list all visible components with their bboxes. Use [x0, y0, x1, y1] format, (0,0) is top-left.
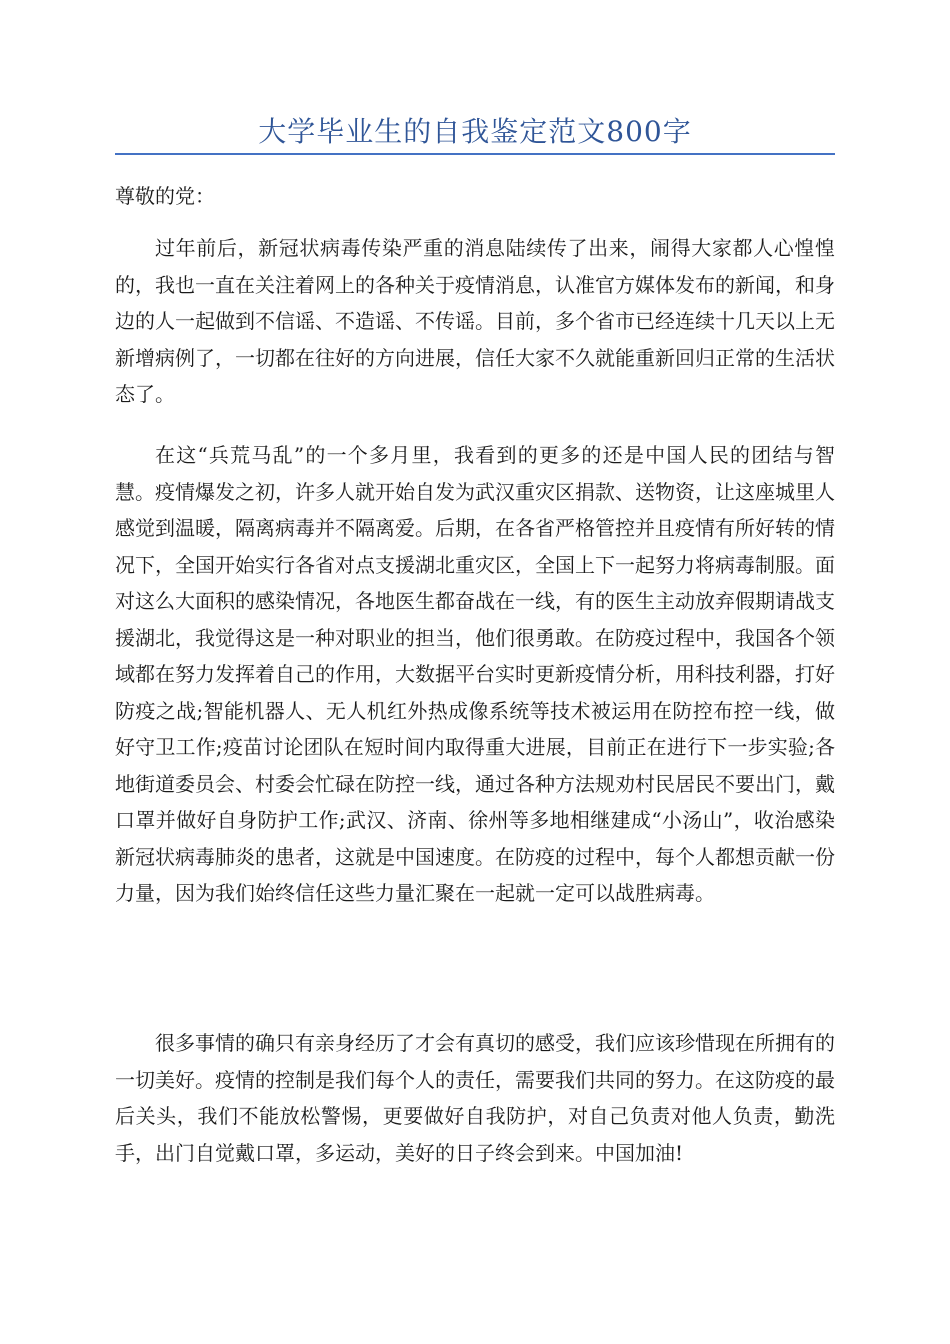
body-paragraph-1: 过年前后，新冠状病毒传染严重的消息陆续传了出来，闹得大家都人心惶惶的，我也一直在关注着网上的各种关于疫情消息，认准官方媒体发布的新闻，和身边的人一起做到不信谣、不造谣、不传谣。目前，多个省市已经连续十几天以上无新增病例了，一切都在往好的方向进展，信任大家不久就能重新回归正常的生活状态了。: [115, 236, 835, 406]
body-paragraph-2: 在这“兵荒马乱”的一个多月里，我看到的更多的还是中国人民的团结与智慧。疫情爆发之初，许多人就开始自发为武汉重灾区捐款、送物资，让这座城里人感觉到温暖，隔离病毒并不隔离爱。后期，在各省严格管控并且疫情有所好转的情况下，全国开始实行各省对点支援湖北重灾区，全国上下一起努力将病毒制服。面对这么大面积的感染情况，各地医生都奋战在一线，有的医生主动放弃假期请战支援湖北，我觉得这是一种对职业的担当，他们很勇敢。在防疫过程中，我国各个领域都在努力发挥着自己的作用，大数据平台实时更新疫情分析，用科技利器，打好防疫之战;智能机器人、无人机红外热成像系统等技术被运用在防控布控一线，做好守卫工作;疫苗讨论团队在短时间内取得重大进展，目前正在进行下一步实验;各地街道委员会、村委会忙碌在防控一线，通过各种方法规劝村民居民不要出门，戴口罩并做好自身防护工作;武汉、济南、徐州等多地相继建成“小汤山”，收治感染新冠状病毒肺炎的患者，这就是中国速度。在防疫的过程中，每个人都想贡献一份力量，因为我们始终信任这些力量汇聚在一起就一定可以战胜病毒。: [115, 443, 835, 905]
title-underline: [115, 153, 835, 155]
document-title: 大学毕业生的自我鉴定范文800字: [258, 115, 692, 148]
body-paragraph-3: 很多事情的确只有亲身经历了才会有真切的感受，我们应该珍惜现在所拥有的一切美好。疫情的控制是我们每个人的责任，需要我们共同的努力。在这防疫的最后关头，我们不能放松警惕，更要做好自我防护，对自己负责对他人负责，勤洗手，出门自觉戴口罩，多运动，美好的日子终会到来。中国加油!: [115, 1031, 835, 1165]
salutation: 尊敬的党：: [115, 184, 215, 208]
